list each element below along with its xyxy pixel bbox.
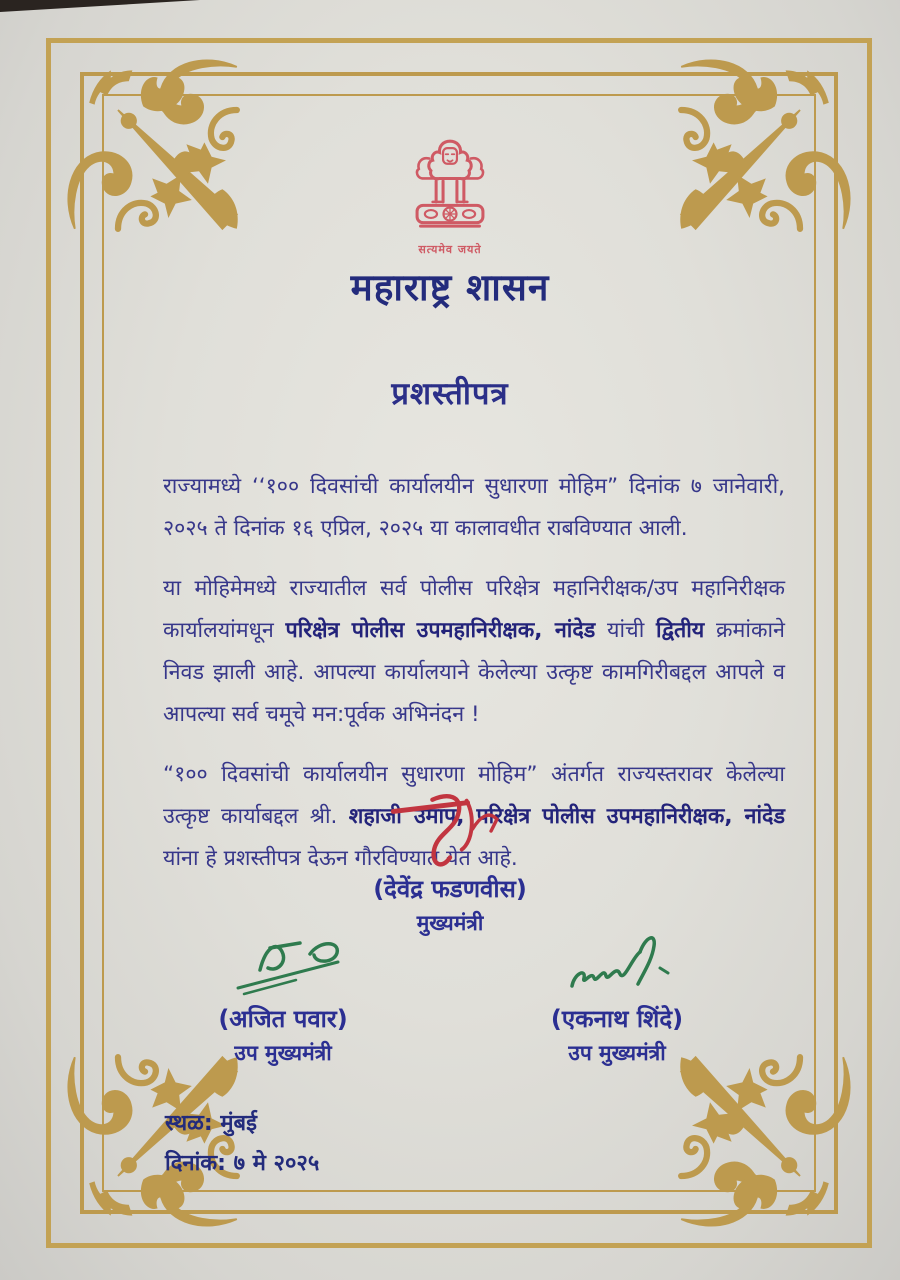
- deputy-cm-left-name: (अजित पवार): [218, 1005, 348, 1033]
- national-emblem: [0, 136, 900, 257]
- cm-title: मुख्यमंत्री: [416, 911, 484, 935]
- chief-minister-signature-block: [0, 788, 900, 937]
- para1-text: राज्यामध्ये ‘‘१०० दिवसांची कार्यालयीन सुधारणा मोहिम” दिनांक ७ जानेवारी, २०२५ ते दिनांक १६ एप्रिल, २०२५ या कालावधीत राबविण्यात आली.: [163, 474, 785, 541]
- deputy-cm-left-signature-icon: [198, 928, 368, 1006]
- para2-text-3: क्रमांकाने निवड झाली आहे. आपल्या कार्यालयाने केलेल्या उत्कृष्ट कामगिरीबद्दल आपले व आपल्या सर्व चमूचे मन:पूर्वक अभिनंदन !: [163, 618, 785, 727]
- certificate-heading: प्रशस्तीपत्र: [391, 376, 509, 412]
- deputy-cm-right-signature-icon: [532, 928, 702, 1006]
- para3-text-1: “१०० दिवसांची कार्यालयीन सुधारणा मोहिम” अंतर्गत राज्यस्तरावर केलेल्या उत्कृष्ट कार्याबद्दल श्री.: [163, 762, 785, 829]
- cm-signature-icon: [370, 788, 530, 876]
- footer: [165, 1104, 319, 1184]
- deputy-cm-left-block: [143, 928, 423, 1067]
- para2-text-2: यांची: [595, 618, 657, 643]
- deputy-cm-right-name: (एकनाथ शिंदे): [550, 1005, 684, 1033]
- rank-bold: द्वितीय: [656, 618, 705, 643]
- para2-text-1: या मोहिमेमध्ये राज्यातील सर्व पोलीस परिक्षेत्र महानिरीक्षक/उप महानिरीक्षक कार्यालयांमधून: [163, 576, 785, 643]
- paragraph-1: [163, 466, 785, 550]
- awardee-office-bold: परिक्षेत्र पोलीस उपमहानिरीक्षक, नांदेड: [285, 618, 596, 643]
- para3-text-2: यांना हे प्रशस्तीपत्र देऊन गौरविण्यात येत आहे.: [163, 846, 518, 871]
- government-title: महाराष्ट्र शासन: [350, 266, 550, 309]
- cm-name: (देवेंद्र फडणवीस): [373, 875, 527, 903]
- awardee-name-bold: शहाजी उमाप, परिक्षेत्र पोलीस उपमहानिरीक्षक, नांदेड: [348, 804, 785, 829]
- footer-place: स्थळ: मुंबई: [165, 1111, 257, 1136]
- deputy-cm-right-block: [477, 928, 757, 1067]
- paragraph-2: [163, 568, 785, 736]
- footer-date: दिनांक: ७ मे २०२५: [165, 1151, 320, 1176]
- ashoka-lion-capital-icon: [398, 136, 502, 240]
- deputy-cm-left-title: उप मुख्यमंत्री: [234, 1041, 332, 1065]
- deputy-cm-right-title: उप मुख्यमंत्री: [568, 1041, 666, 1065]
- emblem-motto: सत्यमेव जयते: [418, 243, 482, 256]
